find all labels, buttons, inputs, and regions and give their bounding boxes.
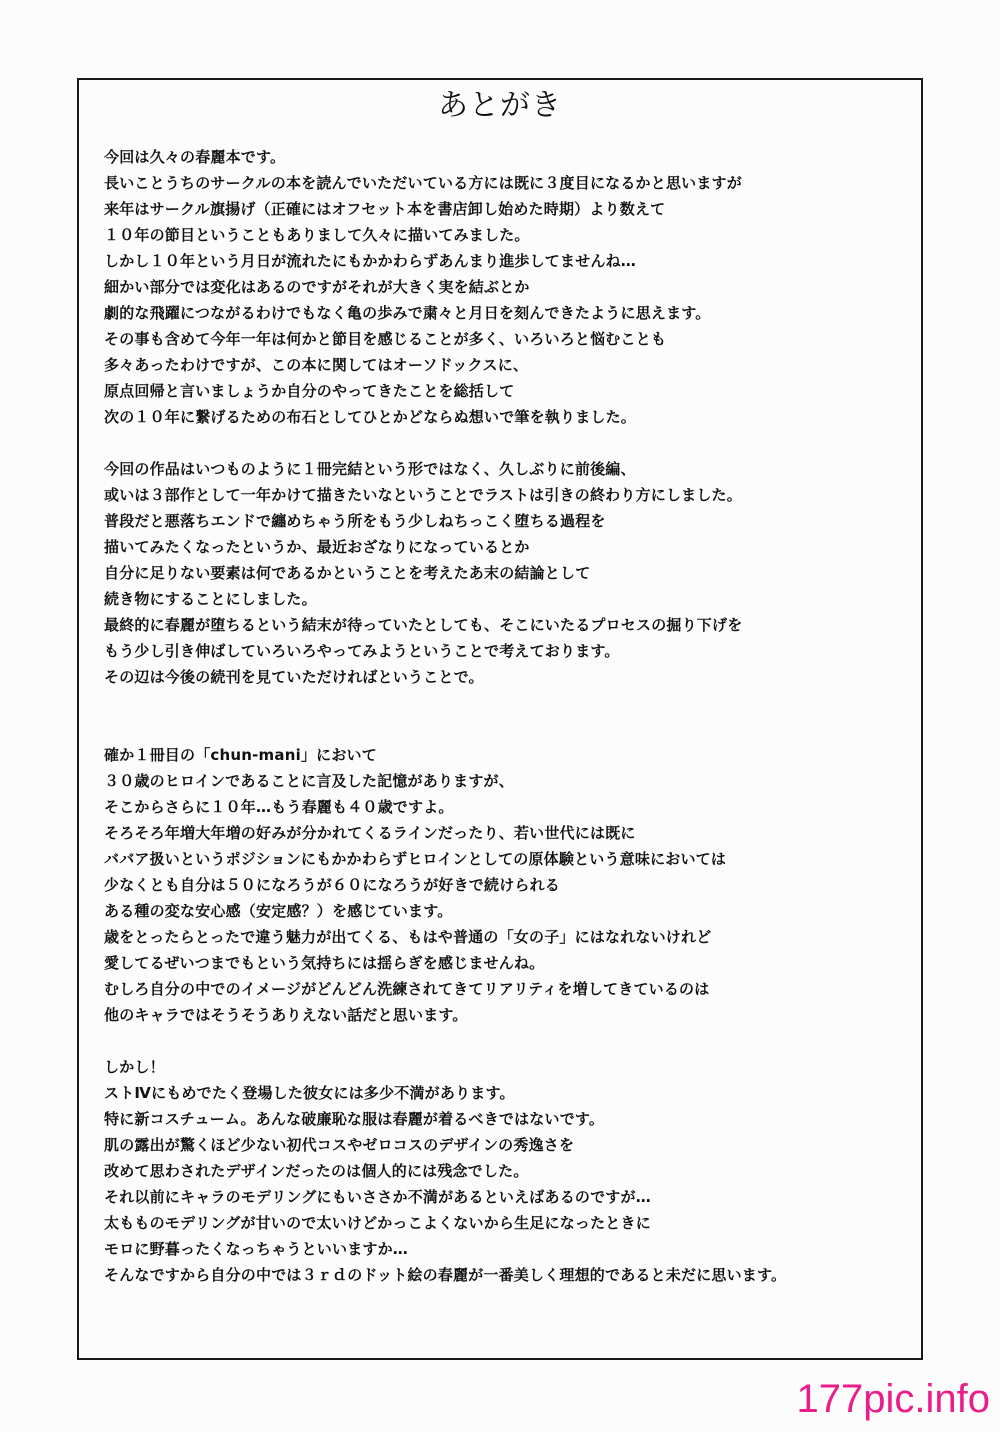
text-line: 最終的に春麗が堕ちるという結末が待っていたとしても、そこにいたるプロセスの掘り下げを (104, 616, 743, 634)
text-line: 肌の露出が驚くほど少ない初代コスやゼロコスのデザインの秀逸さを (104, 1136, 575, 1154)
paragraph-2 (104, 456, 904, 690)
text-line: ババア扱いというポジションにもかかわらずヒロインとしての原体験という意味においては (104, 850, 727, 868)
text-line: 来年はサークル旗揚げ（正確にはオフセット本を書店卸し始めた時期）より数えて (104, 200, 666, 218)
paragraph-spacer (104, 690, 904, 742)
text-line: 描いてみたくなったというか、最近おざなりになっているとか (104, 538, 530, 556)
text-line: 歳をとったらとったで違う魅力が出てくる、もはや普通の「女の子」にはなれないけれど (104, 928, 712, 946)
text-line: ３０歳のヒロインであることに言及した記憶がありますが、 (104, 772, 514, 790)
text-line: その辺は今後の続刊を見ていただければということで。 (104, 668, 484, 686)
afterword-body (104, 144, 904, 1288)
text-line: 特に新コスチューム。あんな破廉恥な服は春麗が着るべきではないです。 (104, 1110, 605, 1128)
text-line: １０年の節目ということもありまして久々に描いてみました。 (104, 226, 530, 244)
text-line: そんなですから自分の中では３ｒｄのドット絵の春麗が一番美しく理想的であると未だに思います。 (104, 1266, 787, 1284)
text-line: 続き物にすることにしました。 (104, 590, 317, 608)
text-line: 愛してるぜいつまでもという気持ちには揺らぎを感じませんね。 (104, 954, 545, 972)
text-line: 今回は久々の春麗本です。 (104, 148, 286, 166)
text-line: 細かい部分では変化はあるのですがそれが大きく実を結ぶとか (104, 278, 530, 296)
text-line: 他のキャラではそうそうありえない話だと思います。 (104, 1006, 468, 1024)
paragraph-spacer (104, 430, 904, 456)
text-line: 多々あったわけですが、この本に関してはオーソドックスに、 (104, 356, 529, 374)
text-line: 太もものモデリングが甘いので太いけどかっこよくないから生足になったときに (104, 1214, 651, 1232)
text-line: ストⅣにもめでたく登場した彼女には多少不満があります。 (104, 1084, 515, 1102)
text-line: 原点回帰と言いましょうか自分のやってきたことを総括して (104, 382, 515, 400)
text-line: 普段だと悪落ちエンドで纏めちゃう所をもう少しねちっこく堕ちる過程を (104, 512, 606, 530)
paragraph-spacer (104, 1028, 904, 1054)
paragraph-3 (104, 742, 904, 1028)
text-line: 今回の作品はいつものように１冊完結という形ではなく、久しぶりに前後編、 (104, 460, 636, 478)
text-line: 自分に足りない要素は何であるかということを考えたあ末の結論として (104, 564, 591, 582)
text-line: 或いは３部作として一年かけて描きたいなということでラストは引きの終わり方にしました。 (104, 486, 742, 504)
text-line: その事も含めて今年一年は何かと節目を感じることが多く、いろいろと悩むことも (104, 330, 667, 348)
text-line: 長いことうちのサークルの本を読んでいただいている方には既に３度目になるかと思いますが (104, 174, 742, 192)
text-line: もう少し引き伸ばしていろいろやってみようということで考えております。 (104, 642, 620, 660)
text-line: 確か１冊目の「chun-mani」において (104, 746, 377, 764)
text-line: モロに野暮ったくなっちゃうといいますか… (104, 1240, 409, 1258)
text-line: 劇的な飛躍につながるわけでもなく亀の歩みで粛々と月日を刻んできたように思えます。 (104, 304, 711, 322)
text-line: しかし１０年という月日が流れたにもかかわらずあんまり進歩してませんね… (104, 252, 637, 270)
text-line: 改めて思わされたデザインだったのは個人的には残念でした。 (104, 1162, 529, 1180)
text-line: しかし！ (104, 1058, 165, 1076)
text-line: それ以前にキャラのモデリングにもいささか不満があるといえばあるのですが… (104, 1188, 651, 1206)
page-title: あとがき (438, 88, 562, 123)
paragraph-4 (104, 1054, 904, 1288)
text-line: そろそろ年増大年増の好みが分かれてくるラインだったり、若い世代には既に (104, 824, 636, 842)
text-line: むしろ自分の中でのイメージがどんどん洗練されてきてリアリティを増してきているのは (104, 980, 710, 998)
text-line: ある種の変な安心感（安定感？）を感じています。 (104, 902, 453, 920)
text-line: そこからさらに１０年…もう春麗も４０歳ですよ。 (104, 798, 454, 816)
paragraph-1 (104, 144, 904, 430)
text-line: 少なくとも自分は５０になろうが６０になろうが好きで続けられる (104, 876, 561, 894)
site-watermark: 177pic.info (796, 1377, 990, 1421)
text-line: 次の１０年に繋げるための布石としてひとかどならぬ想いで筆を執りました。 (104, 408, 637, 426)
